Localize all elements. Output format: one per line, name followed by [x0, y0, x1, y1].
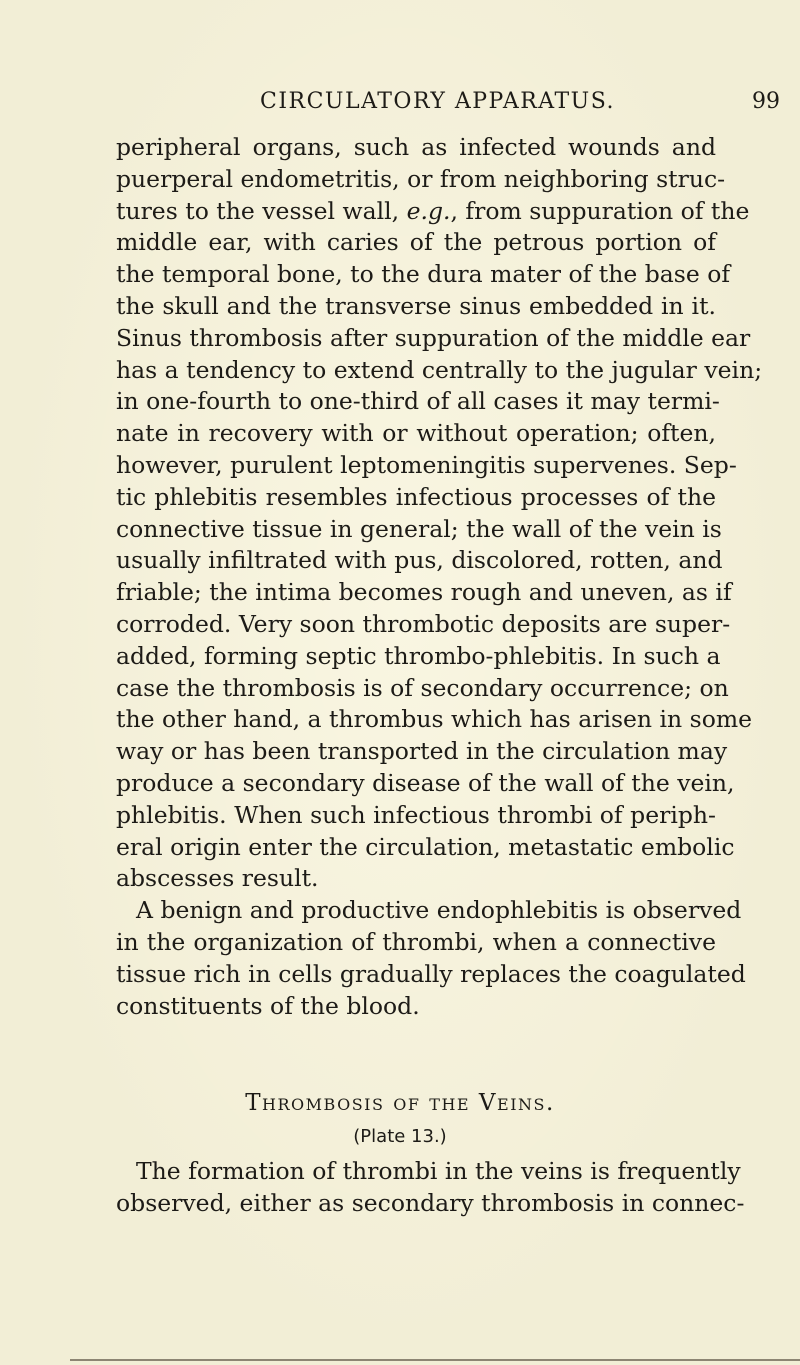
section-text	[116, 1156, 745, 1220]
text-line: peripheral organs, such as infected wounds and	[116, 133, 716, 161]
text-line: constituents of the blood.	[116, 991, 420, 1020]
text-line: has a tendency to extend centrally to the jugular vein;	[116, 355, 763, 384]
text-line: tic phlebitis resembles infectious processes of the	[116, 482, 716, 511]
text-line: A benign and productive endophlebitis is observed	[136, 896, 742, 925]
text-line: eral origin enter the circulation, metastatic embolic	[116, 832, 735, 861]
page-edge-rule	[70, 1359, 800, 1361]
text-line: however, purulent leptomeningitis supervenes. Sep-	[116, 450, 737, 479]
text-line: connective tissue in general; the wall of the vein is	[116, 514, 722, 543]
text-line: phlebitis. When such infectious thrombi of periph-	[116, 800, 716, 829]
text-line: Sinus thrombosis after suppuration of the middle ear	[116, 323, 751, 352]
text-line: usually infiltrated with pus, discolored, rotten, and	[116, 546, 723, 575]
plate-reference: (Plate 13.)	[353, 1126, 447, 1147]
text-line: middle ear, with caries of the petrous portion of	[116, 228, 716, 257]
text-line: the skull and the transverse sinus embedded in it.	[116, 291, 716, 320]
running-title: CIRCULATORY APPARATUS.	[260, 89, 615, 114]
text-line: abscesses result.	[116, 864, 319, 893]
main-text	[116, 132, 763, 1022]
text-line: in one-fourth to one-third of all cases it may termi-	[116, 387, 720, 416]
text-line: way or has been transported in the circulation may	[116, 737, 728, 766]
text-line: puerperal endometritis, or from neighboring struc-	[116, 164, 726, 193]
text-line: tures to the vessel wall, e.g., from suppuration of the	[116, 196, 750, 225]
page-number: 99	[752, 89, 780, 114]
text-line: produce a secondary disease of the wall of the vein,	[116, 768, 735, 797]
text-line: added, forming septic thrombo-phlebitis. In such a	[116, 641, 721, 670]
text-line: the other hand, a thrombus which has arisen in some	[116, 705, 753, 734]
text-line: tissue rich in cells gradually replaces the coagulated	[116, 959, 746, 988]
text-line: observed, either as secondary thrombosis in connec-	[116, 1188, 745, 1217]
italic-abbreviation: e.g.	[406, 196, 451, 225]
text-line: the temporal bone, to the dura mater of the base of	[116, 260, 731, 289]
running-head	[260, 89, 780, 123]
text-line: nate in recovery with or without operation; often,	[116, 419, 716, 448]
text-line: in the organization of thrombi, when a connective	[116, 927, 716, 956]
text-line: corroded. Very soon thrombotic deposits are super-	[116, 609, 731, 638]
text-line: case the thrombosis is of secondary occurrence; on	[116, 673, 729, 702]
text-line: friable; the intima becomes rough and uneven, as if	[116, 578, 732, 607]
section-heading: Thrombosis of the Veins.	[245, 1090, 555, 1116]
text-line: The formation of thrombi in the veins is frequently	[136, 1157, 741, 1185]
